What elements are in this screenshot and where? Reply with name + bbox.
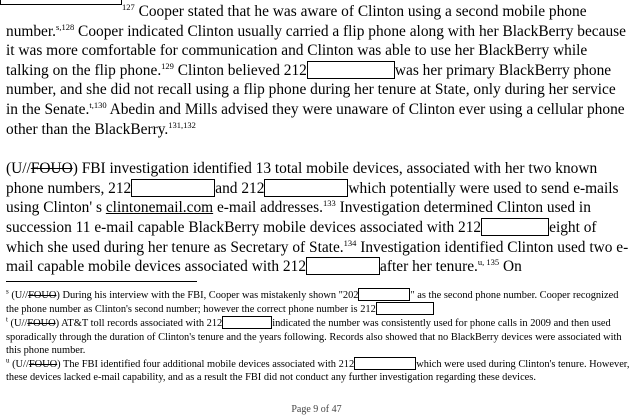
- footnote-u: $^u$ (U//FOUO) The FBI identified four additional mobile devices associated with 212 which were used during Clinton's tenure. However, these devices lacked e-mail capability, and as a result the FBI did not conduct any further investigation regarding these devices.: [6, 356, 630, 384]
- redaction-box: [358, 288, 410, 301]
- page-number: Page 9 of 47: [291, 404, 342, 415]
- redaction-box: [264, 179, 348, 197]
- footnote-ref: u, 135: [477, 257, 500, 267]
- redaction-box: [306, 257, 380, 275]
- redaction-box: [481, 218, 549, 236]
- paragraph-devices: (U//FOUO) FBI investigation identified 13 total mobile devices, associated with her two known phone numbers, 212 and 212 which potentially were used to send e-mails using Clinton' s clintonemail.com e-mail addresses.$^{133}$ Investigation determined Clinton used in succession 11 e-mail capable BlackBerry mobile devices associated with 212 eight of which she used during her tenure as Secretary of State.$^{134}$ Investigation identified Clinton used two e-mail capable mobile devices associated with 212 after her tenure.$^{u, 135}$ On: [6, 160, 629, 276]
- footnotes: [6, 288, 630, 384]
- classification-marking: FOUO: [28, 290, 57, 301]
- email-domain: clintonemail.com: [105, 199, 214, 217]
- footnote-ref: t,130: [89, 99, 107, 110]
- footnote-ref: 133: [322, 198, 336, 209]
- footnote-ref: 129: [161, 60, 174, 71]
- footnote-s: $^s$ (U//FOUO) During his interview with the FBI, Cooper was mistakenly shown "202 " as the second phone number. Cooper recognized the phone number as Clinton's second number; however the correct phone number is 212: [6, 287, 619, 316]
- footnote-ref: 131,132: [168, 119, 196, 130]
- redaction-box: [354, 357, 416, 370]
- footnote-t: $^t$ (U//FOUO) AT&T toll records associated with 212 indicated the number was consistently used for phone calls in 2009 and then used sporadically through the duration of Clinton's tenure and the years following. Records also showed that no BlackBerry devices were associated with this phone number.: [6, 315, 622, 356]
- redaction-box: [307, 61, 395, 79]
- classification-marking: FOUO: [27, 318, 56, 330]
- footnote-ref: 134: [343, 237, 357, 248]
- footnote-separator: [6, 281, 197, 282]
- body-text: [6, 2, 630, 277]
- footnote-ref: s,128: [56, 21, 75, 32]
- redaction-box: [131, 179, 215, 197]
- classification-marking: FOUO: [30, 160, 73, 178]
- redaction-box: [222, 316, 272, 329]
- redaction-box: [376, 302, 434, 315]
- paragraph-cooper: $^{127}$ Cooper stated that he was aware of Clinton using a second mobile phone number.$^{s,128}$ Cooper indicated Clinton usually carried a flip phone along with her BlackBerry because it was more comfortable for communication and Clinton was able to use her BlackBerry while talking on the flip phone.$^{129}$ Clinton believed 212 was her primary BlackBerry phone number, and she did not recall using a flip phone during her tenure at State, only during her service in the Senate.$^{t,130}$ Abedin and Mills advised they were unaware of Clinton ever using a cellular phone other than the BlackBerry.$^{131,132}$: [6, 1, 626, 138]
- footnote-ref: 127: [122, 1, 135, 12]
- classification-marking: FOUO: [28, 359, 58, 371]
